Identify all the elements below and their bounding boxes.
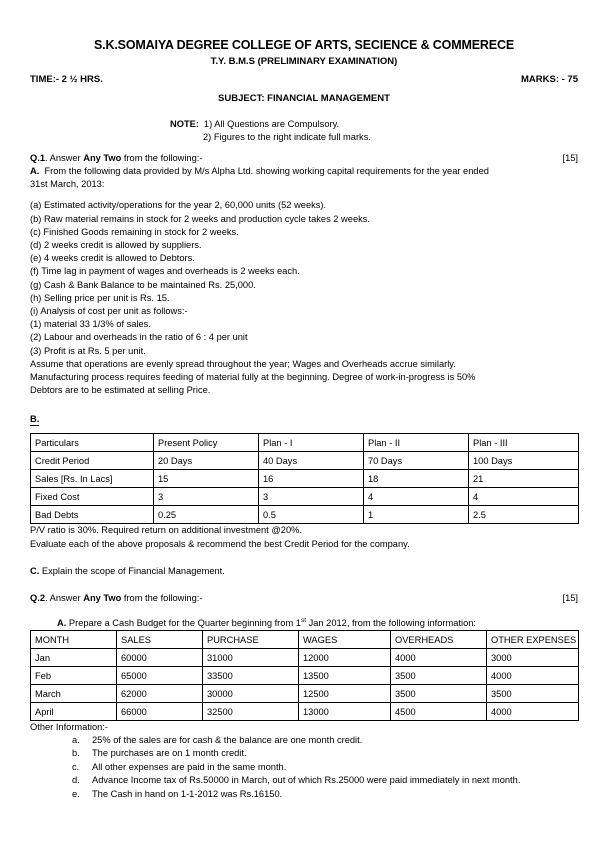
other-info-item-e	[72, 788, 578, 801]
note-item-2: 2) Figures to the right indicate full marks.	[203, 132, 371, 142]
q1-item-i-2: (2) Labour and overheads in the ratio of 6 : 4 per unit	[30, 332, 248, 343]
question-1-header	[30, 152, 578, 165]
exam-subtitle: T.Y. B.M.S (PRELIMINARY EXAMINATION)	[210, 56, 398, 67]
col-header-other-expenses: OTHER EXPENSES	[487, 631, 579, 649]
cell-credit-period-present: 20 Days	[154, 452, 259, 470]
q1-after-table-line-2: Evaluate each of the above proposals & recommend the best Credit Period for the company.	[30, 538, 410, 549]
question-2-part-a-label: A.	[57, 618, 67, 629]
q1-item-c: (c) Finished Goods remaining in stock for 2 weeks.	[30, 226, 239, 237]
cell-bad-debts-plan1: 0.5	[259, 506, 364, 524]
cell-purchase-jan: 31000	[203, 649, 299, 667]
cell-fixed-cost-plan3: 4	[469, 488, 579, 506]
col-header-plan-2: Plan - II	[364, 434, 469, 452]
cell-month-feb: Feb	[31, 667, 117, 685]
table-row	[31, 667, 579, 685]
cell-wages-jan: 12000	[299, 649, 391, 667]
note-label: NOTE:	[170, 119, 199, 129]
cell-other-expenses-feb: 4000	[487, 667, 579, 685]
cell-fixed-cost-plan2: 4	[364, 488, 469, 506]
table-row	[31, 685, 579, 703]
table-header-row	[31, 434, 579, 452]
cell-sales-plan3: 21	[469, 470, 579, 488]
question-1-part-a-line1: From the following data provided by M/s Alpha Ltd. showing working capital requirements for the year ended	[44, 166, 489, 176]
question-2-number: Q.2	[30, 593, 45, 604]
cell-purchase-april: 32500	[203, 703, 299, 721]
other-info-marker-a: a.	[72, 735, 80, 746]
other-info-item-d	[72, 774, 578, 787]
q1-item-i: (i) Analysis of cost per unit as follows:-	[30, 306, 188, 317]
subject-line: SUBJECT: FINANCIAL MANAGEMENT	[218, 93, 390, 104]
cell-wages-feb: 13500	[299, 667, 391, 685]
question-1-part-c-text: Explain the scope of Financial Management.	[39, 565, 225, 576]
q1-item-b: (b) Raw material remains in stock for 2 weeks and production cycle takes 2 weeks.	[30, 213, 370, 224]
q1-assume-line-1: Assume that operations are evenly spread throughout the year; Wages and Overheads accrue similarly.	[30, 358, 456, 369]
col-header-sales: SALES	[117, 631, 203, 649]
document-content	[30, 0, 578, 801]
question-1-part-b-label-wrap	[30, 409, 578, 427]
cell-wages-april: 13000	[299, 703, 391, 721]
credit-policy-table	[30, 433, 579, 524]
cell-sales-present: 15	[154, 470, 259, 488]
col-header-wages: WAGES	[299, 631, 391, 649]
ordinal-suffix: st	[300, 616, 306, 624]
q1-item-f: (f) Time lag in payment of wages and overheads is 2 weeks each.	[30, 266, 300, 277]
col-header-present-policy: Present Policy	[154, 434, 259, 452]
cell-other-expenses-jan: 3000	[487, 649, 579, 667]
exam-marks: MARKS: - 75	[520, 74, 578, 85]
question-1-part-a	[30, 165, 578, 178]
cell-overheads-march: 3500	[391, 685, 487, 703]
cell-month-jan: Jan	[31, 649, 117, 667]
other-information-title: Other Information:-	[30, 722, 109, 733]
q1-item-h: (h) Selling price per unit is Rs. 15.	[30, 292, 170, 303]
question-2-text	[30, 592, 202, 605]
cash-budget-table	[30, 630, 579, 721]
col-header-plan-3: Plan - III	[469, 434, 579, 452]
cell-fixed-cost-plan1: 3	[259, 488, 364, 506]
cell-other-expenses-april: 4000	[487, 703, 579, 721]
q1-after-table-line-1: P/V ratio is 30%. Required return on additional investment @20%.	[30, 525, 302, 536]
cell-bad-debts-present: 0.25	[154, 506, 259, 524]
q1-item-g: (g) Cash & Bank Balance to be maintained Rs. 25,000.	[30, 279, 256, 290]
cell-wages-march: 12500	[299, 685, 391, 703]
table-row	[31, 649, 579, 667]
question-2-text-after: from the following:-	[121, 593, 203, 604]
question-1-text-before: . Answer	[45, 153, 84, 163]
cell-bad-debts-plan2: 1	[364, 506, 469, 524]
question-2-marks: [15]	[562, 593, 578, 604]
q1-item-i-1: (1) material 33 1/3% of sales.	[30, 319, 151, 330]
question-1-part-a-label: A.	[30, 166, 40, 176]
cell-fixed-cost-present: 3	[154, 488, 259, 506]
cell-overheads-jan: 4000	[391, 649, 487, 667]
cell-month-march: March	[31, 685, 117, 703]
other-info-text-b: The purchases are on 1 month credit.	[92, 748, 247, 759]
table-header-row	[31, 631, 579, 649]
table-row	[31, 470, 579, 488]
cell-fixed-cost-label: Fixed Cost	[31, 488, 154, 506]
question-1-part-b-label: B.	[30, 414, 40, 425]
other-info-marker-b: b.	[72, 748, 80, 759]
cell-purchase-march: 30000	[203, 685, 299, 703]
college-title: S.K.SOMAIYA DEGREE COLLEGE OF ARTS, SECIENCE & COMMERECE	[93, 38, 515, 52]
q1-item-d: (d) 2 weeks credit is allowed by suppliers.	[30, 240, 202, 251]
table-row	[31, 703, 579, 721]
note-item-1: 1) All Questions are Compulsory.	[203, 119, 340, 129]
cell-credit-period-plan1: 40 Days	[259, 452, 364, 470]
cell-bad-debts-plan3: 2.5	[469, 506, 579, 524]
other-info-marker-e: e.	[72, 788, 80, 799]
other-info-item-b	[72, 747, 578, 760]
table-row	[31, 488, 579, 506]
cell-sales-plan2: 18	[364, 470, 469, 488]
cell-month-april: April	[31, 703, 117, 721]
question-1-part-a-line2: 31st March, 2013:	[30, 179, 105, 190]
cell-credit-period-plan2: 70 Days	[364, 452, 469, 470]
cell-sales-jan: 60000	[117, 649, 203, 667]
question-1-text-after: from the following:-	[121, 153, 203, 163]
q1-item-e: (e) 4 weeks credit is allowed to Debtors.	[30, 253, 195, 264]
q1-assume-line-3: Debtors are to be estimated at selling Price.	[30, 385, 211, 396]
col-header-particulars: Particulars	[31, 434, 154, 452]
cell-sales-feb: 65000	[117, 667, 203, 685]
question-1-number: Q.1	[30, 153, 45, 163]
question-2-part-a	[57, 617, 578, 630]
question-1-part-c-label: C.	[30, 565, 40, 576]
col-header-month: MONTH	[31, 631, 117, 649]
cell-sales-april: 66000	[117, 703, 203, 721]
cell-other-expenses-march: 3500	[487, 685, 579, 703]
cell-credit-period-plan3: 100 Days	[469, 452, 579, 470]
question-2-part-a-text-2: Jan 2012, from the following information:	[306, 618, 477, 629]
q1-assume-line-2: Manufacturing process requires feeding of material fully at the beginning. Degree of work-in-progress is 50%	[30, 372, 476, 383]
note-block	[170, 118, 578, 144]
other-info-item-c	[72, 761, 578, 774]
time-marks-row	[30, 74, 578, 85]
question-2-any-two: Any Two	[83, 593, 122, 604]
col-header-overheads: OVERHEADS	[391, 631, 487, 649]
cell-sales-label: Sales [Rs. In Lacs]	[31, 470, 154, 488]
cell-overheads-feb: 3500	[391, 667, 487, 685]
table-row	[31, 506, 579, 524]
col-header-plan-1: Plan - I	[259, 434, 364, 452]
cell-sales-plan1: 16	[259, 470, 364, 488]
note-second-row	[203, 131, 578, 144]
other-info-marker-d: d.	[72, 775, 80, 786]
question-2-text-before: . Answer	[45, 593, 84, 604]
exam-time: TIME:- 2 ½ HRS.	[30, 74, 103, 85]
table-row	[31, 452, 579, 470]
question-2-header	[30, 592, 578, 605]
col-header-purchase: PURCHASE	[203, 631, 299, 649]
question-2-part-a-text-1: Prepare a Cash Budget for the Quarter beginning from 1	[66, 618, 301, 629]
question-1-text	[30, 152, 202, 165]
other-info-marker-c: c.	[72, 761, 80, 772]
other-info-text-a: 25% of the sales are for cash & the balance are one month credit.	[92, 735, 363, 746]
question-1-part-c	[30, 565, 578, 578]
cell-sales-march: 62000	[117, 685, 203, 703]
cell-purchase-feb: 33500	[203, 667, 299, 685]
question-1-any-two: Any Two	[83, 153, 122, 163]
q1-item-a: (a) Estimated activity/operations for the year 2, 60,000 units (52 weeks).	[30, 200, 327, 211]
note-first-row	[170, 118, 578, 131]
q1-item-i-3: (3) Profit is at Rs. 5 per unit.	[30, 345, 146, 356]
other-info-text-c: All other expenses are paid in the same month.	[92, 761, 287, 772]
cell-credit-period-label: Credit Period	[31, 452, 154, 470]
other-info-text-e: The Cash in hand on 1-1-2012 was Rs.16150.	[92, 788, 283, 799]
cell-overheads-april: 4500	[391, 703, 487, 721]
other-info-item-a	[72, 734, 578, 747]
cell-bad-debts-label: Bad Debts	[31, 506, 154, 524]
other-info-text-d: Advance Income tax of Rs.50000 in March, out of which Rs.25000 were paid immediately in next month.	[92, 775, 521, 786]
question-1-marks: [15]	[562, 153, 578, 163]
